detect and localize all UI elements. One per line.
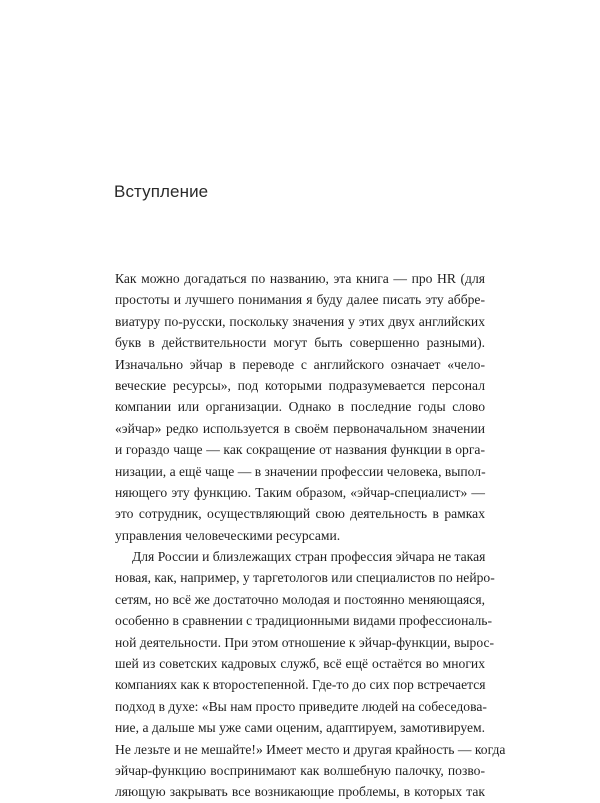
text-line: ние, а дальше мы уже сами оценим, адаптируем, замотивируем. bbox=[115, 720, 485, 736]
text-line: ляющую закрывать все возникающие проблемы, в которых так bbox=[115, 784, 485, 800]
chapter-title: Вступление bbox=[114, 182, 209, 201]
text-line: букв в действительности могут быть совершенно разными). bbox=[115, 335, 485, 351]
text-line: это сотрудник, осуществляющий свою деятельность в рамках bbox=[115, 506, 485, 522]
text-line: Изначально эйчар в переводе с английского означает «чело- bbox=[115, 356, 485, 372]
text-line: и гораздо чаще — как сокращение от названия функции в орга- bbox=[115, 442, 485, 458]
text-line: няющего эту функцию. Таким образом, «эйчар-специалист» — bbox=[115, 484, 485, 500]
text-line: компаниях как к второстепенной. Где-то до сих пор встречается bbox=[115, 677, 486, 693]
text-line: управления человеческими ресурсами. bbox=[115, 527, 341, 543]
text-line: сетям, но всё же достаточно молодая и постоянно меняющаяся, bbox=[115, 591, 485, 607]
text-line: подход в духе: «Вы нам просто приведите людей на собеседова- bbox=[115, 698, 487, 714]
text-line: виатуру по-русски, поскольку значения у этих двух английских bbox=[115, 313, 485, 329]
text-line: эйчар-функцию воспринимают как волшебную палочку, позво- bbox=[115, 762, 485, 778]
text-line: Для России и близлежащих стран профессия эйчара не такая bbox=[132, 549, 486, 565]
paragraph-1 bbox=[115, 268, 485, 546]
text-line: шей из советских кадровых служб, всё ещё остаётся во многих bbox=[115, 656, 485, 672]
text-line: простоты и лучшего понимания я буду далее писать эту аббре- bbox=[115, 292, 485, 308]
body-text bbox=[115, 268, 506, 803]
text-line: «эйчар» редко используется в своём первоначальном значении bbox=[115, 420, 485, 436]
text-line: ной деятельности. При этом отношение к эйчар-функции, вырос- bbox=[115, 634, 495, 650]
text-line: Не лезьте и не мешайте!» Имеет место и другая крайность — когда bbox=[115, 741, 506, 757]
text-line: Как можно догадаться по названию, эта книга — про HR (для bbox=[115, 271, 485, 286]
text-line: веческие ресурсы», под которыми подразумевается персонал bbox=[115, 377, 485, 393]
text-line: новая, как, например, у таргетологов или специалистов по нейро- bbox=[115, 570, 495, 586]
text-line: компании или организации. Однако в последние годы слово bbox=[115, 399, 485, 415]
text-line: низации, а ещё чаще — в значении профессии человека, выпол- bbox=[115, 463, 486, 479]
paragraph-2 bbox=[115, 546, 506, 803]
text-line: особенно в сравнении с традиционными видами профессиональ- bbox=[115, 613, 493, 629]
